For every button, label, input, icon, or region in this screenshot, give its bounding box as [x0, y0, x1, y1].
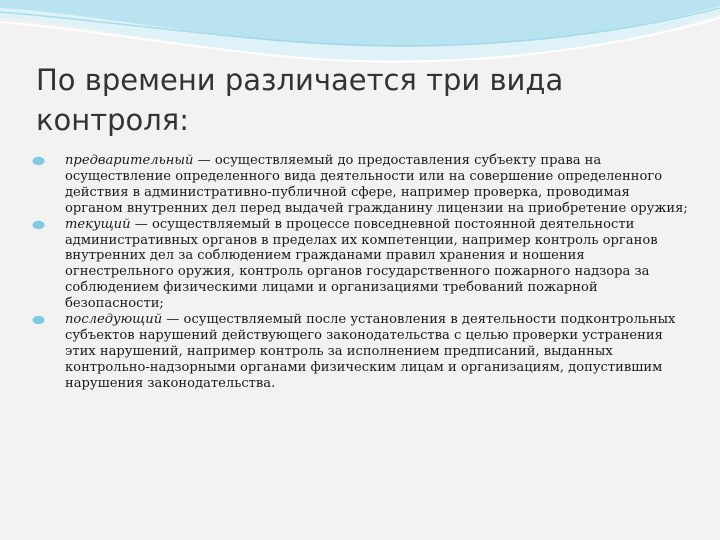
list-item — [28, 153, 688, 217]
content-list — [28, 153, 688, 392]
list-item-term: текущий — [65, 216, 131, 232]
list-item-text: — осуществляемый после установления в деятельности подконтрольных субъектов нарушений действующего законодательства с целью проверки устранения этих нарушений, например контроль за исполнением предписаний, выданных контрольно-надзорными органами физическим лицам и организациям, допустившим нарушения законодательства. — [65, 312, 676, 391]
list-item — [28, 312, 688, 392]
bullet-icon — [32, 315, 45, 325]
slide-title: По времени различается три вида контроля: — [36, 63, 564, 137]
bullet-icon — [32, 156, 45, 166]
list-item-term: предварительный — [65, 153, 194, 168]
list-item — [28, 217, 688, 312]
list-item-text: — осуществляемый в процессе повседневной постоянной деятельности административных органов в пределах их компетенции, например контроль органов внутренних дел за соблюдением гражданами правил хранения и ношения огнестрельного оружия, контроль органов государственного пожарного надзора за соблюдением физическими лицами и организациями требований пожарной безопасности; — [65, 216, 658, 312]
list-item-term: последующий — [65, 312, 163, 328]
bullet-icon — [32, 220, 45, 230]
list-item-text: — осуществляемый до предоставления субъекту права на осуществление определенного вида деятельности или на совершение определенного действия в административно-публичной сфере, например проверка, проводимая органом внутренних дел перед выдачей гражданину лицензии на приобретение оружия; — [65, 153, 688, 216]
